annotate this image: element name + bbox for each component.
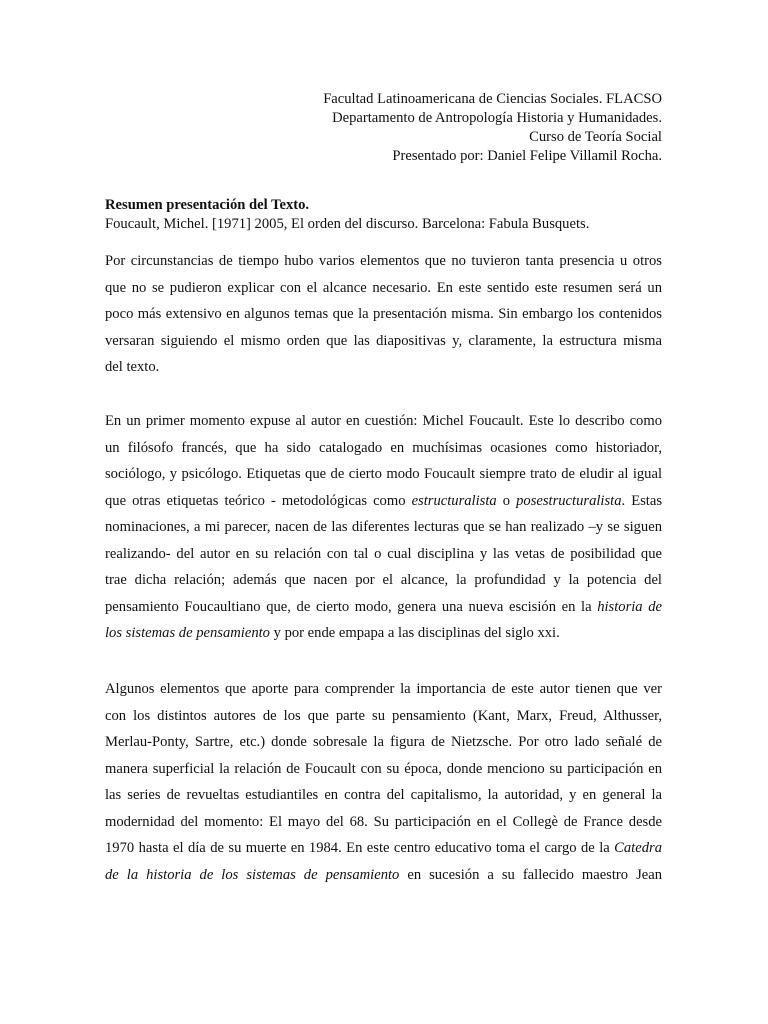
- text-line: un filósofo francés, que ha sido catalogado en muchísimas ocasiones como historiador,: [105, 439, 662, 456]
- text-line: pensamiento Foucaultiano que, de cierto modo, genera una nueva escisión en la historia de: [105, 598, 662, 615]
- institution-header: [323, 90, 662, 166]
- italic-term: estructuralista: [411, 492, 497, 509]
- italic-term: de la historia de los sistemas de pensamiento: [105, 866, 400, 883]
- text-line: Algunos elementos que aporte para comprender la importancia de este autor tienen que ver: [105, 681, 662, 697]
- bibliographic-citation: Foucault, Michel. [1971] 2005, El orden del discurso. Barcelona: Fabula Busquets.: [105, 216, 590, 232]
- text-line: modernidad del momento: El mayo del 68. Su participación en el Collegè de France desde: [105, 813, 662, 830]
- header-line: Departamento de Antropología Historia y Humanidades.: [332, 110, 662, 126]
- header-line: Facultad Latinoamericana de Ciencias Sociales. FLACSO: [323, 91, 662, 107]
- text-line: los sistemas de pensamiento y por ende empapa a las disciplinas del siglo xxi.: [105, 625, 560, 641]
- text-line: que otras etiquetas teórico - metodológicas como estructuralista o posestructuralista. Estas: [105, 492, 662, 509]
- text-line: manera superficial la relación de Foucault con su época, donde menciono su participación en: [105, 760, 662, 777]
- header-line: Curso de Teoría Social: [529, 129, 662, 145]
- text-line: las series de revueltas estudiantiles en contra del capitalismo, la autoridad, y en general la: [105, 787, 662, 803]
- text-line: trae dicha relación; además que nacen por el alcance, la profundidad y la potencia del: [105, 572, 662, 588]
- text-line: nominaciones, a mi parecer, nacen de las diferentes lecturas que se han realizado –y se siguen: [105, 519, 662, 535]
- paragraph-2: [105, 408, 662, 647]
- paragraph-3: [105, 676, 662, 888]
- text-line: En un primer momento expuse al autor en cuestión: Michel Foucault. Este lo describo como: [105, 413, 662, 429]
- italic-term: historia de: [597, 598, 662, 615]
- text-line: versaran siguiendo el mismo orden que las diapositivas y, claramente, la estructura misma: [105, 332, 662, 349]
- text-line: sociólogo, y psicólogo. Etiquetas que de cierto modo Foucault siempre trato de eludir al igual: [105, 466, 662, 482]
- text-line: Por circunstancias de tiempo hubo varios elementos que no tuvieron tanta presencia u otros: [105, 253, 662, 269]
- paragraph-1: [105, 248, 662, 381]
- italic-term: los sistemas de pensamiento: [105, 625, 270, 641]
- italic-term: Catedra: [614, 840, 662, 856]
- header-line: Presentado por: Daniel Felipe Villamil Rocha.: [392, 148, 662, 164]
- text-line: Merlau-Ponty, Sartre, etc.) donde sobresale la figura de Nietzsche. Por otro lado señalé de: [105, 734, 662, 750]
- text-line: poco más extensivo en algunos temas que la presentación misma. Sin embargo los contenidos: [105, 306, 662, 322]
- text-line: con los distintos autores de los que parte su pensamiento (Kant, Marx, Freud, Althusser,: [105, 707, 662, 724]
- text-line: 1970 hasta el día de su muerte en 1984. En este centro educativo toma el cargo de la Catedra: [105, 840, 662, 856]
- text-line: del texto.: [105, 359, 160, 375]
- text-line: que no se pudieron explicar con el alcance necesario. En este sentido este resumen será un: [105, 279, 662, 296]
- italic-term: posestructuralista: [516, 492, 622, 509]
- summary-title: Resumen presentación del Texto.: [105, 197, 310, 213]
- text-line: de la historia de los sistemas de pensamiento en sucesión a su fallecido maestro Jean: [105, 866, 662, 883]
- text-line: realizando- del autor en su relación con tal o cual disciplina y las vetas de posibilidad que: [105, 545, 662, 562]
